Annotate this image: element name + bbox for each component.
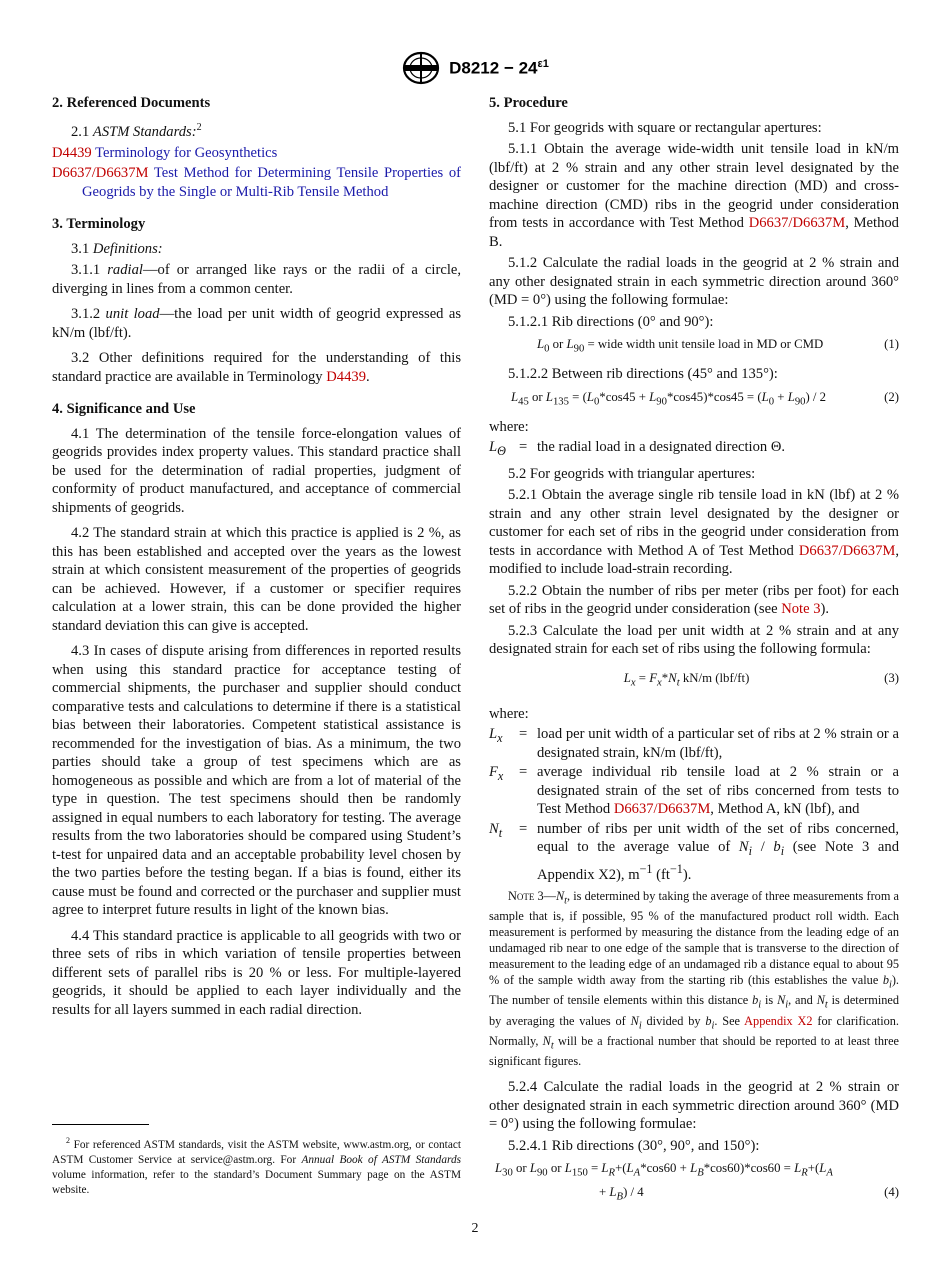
link-appendix-x2[interactable]: Appendix X2 xyxy=(744,1013,813,1028)
para-3-1-1: 3.1.1 radial—of or arranged like rays or the radii of a circle, diverging in lines from a common center. xyxy=(52,262,462,297)
para-5-1-1: 5.1.1 Obtain the average wide-width unit tensile load in kN/m (lbf/ft) at 2 % strain and any other strain level designated by the designer or customer for the machine direction (MD) and cross-machine direction (CMD) ribs in the geogrid under consideration from tests in accordance with Test Method D6637/D6637M, Method B. xyxy=(489,141,899,250)
para-5-2-3: 5.2.3 Calculate the load per unit width at 2 % strain and at any designated strain for each set of ribs using the following formula: xyxy=(489,622,899,657)
para-5-2: 5.2 For geogrids with triangular apertures: xyxy=(508,465,756,482)
para-4-4: 4.4 This standard practice is applicable to all geogrids with two or three sets of ribs in which variation of tensile properties between different sets of parallel ribs is 20 % or less. For multiple-layered geogrids, it should be applied to each layer individually and the results for all layers summed in each radial direction. xyxy=(52,927,461,1018)
para-5-2-4-1: 5.2.4.1 Rib directions (30°, 90°, and 150°): xyxy=(508,1137,760,1154)
footnote-2: $^2$ For referenced ASTM standards, visit the ASTM website, www.astm.org, or contact ASTM Customer Service at service@astm.org. For Annual Book of ASTM Standards volume information, refer to the standard’s Document Summary page on the ASTM website. xyxy=(52,1136,462,1197)
equation-1: $L_0$ or $L_{90}$ = wide width unit tensile load in MD or CMD (1) xyxy=(537,337,899,355)
section-4-heading: 4. Significance and Use xyxy=(52,401,196,418)
page-header xyxy=(0,48,950,88)
para-5-2-1: 5.2.1 Obtain the average single rib tensile load in kN (lbf) at 2 % strain and any other strain level designated by the designer or customer for each set of ribs in the geogrid under consideration from tests in accordance with Method A of Test Method D6637/D6637M, modified to include load-strain recording. xyxy=(489,487,899,577)
section-5-heading: 5. Procedure xyxy=(489,95,568,111)
where-label-2: where: xyxy=(489,705,529,722)
para-5-1-2: 5.1.2 Calculate the radial loads in the geogrid at 2 % strain and any other designated strain in each symmetric direction around 360° (MD = 0°) using the following formulae: xyxy=(489,255,899,308)
right-column xyxy=(489,92,899,1207)
left-column xyxy=(52,92,461,1022)
ref-d6637[interactable]: D6637/D6637M Test Method for Determining Tensile Properties of Geogrids by the Single or Multi-Rib Tensile Method xyxy=(52,165,461,200)
footnote-rule xyxy=(52,1124,149,1125)
equation-3: $L_x = F_x*N_t$ kN/m (lbf/ft) (3) xyxy=(623,670,899,689)
link-d6637-b[interactable]: D6637/D6637M xyxy=(798,542,896,559)
para-5-2-2: 5.2.2 Obtain the number of ribs per meter (ribs per foot) for each set of ribs in the geogrid under consideration (see Note 3). xyxy=(489,582,899,617)
para-5-1-2-2: 5.1.2.2 Between rib directions (45° and 135°): xyxy=(508,366,778,383)
para-4-1: 4.1 The determination of the tensile force-elongation values of geogrids provides index property values. This standard practice shall be used for the determination of radial properties, judgment of conformity of product manufactured, and acceptance of commercial shipments of geogrids. xyxy=(52,425,461,516)
para-5-1: 5.1 For geogrids with square or rectangular apertures: xyxy=(508,119,822,136)
para-5-2-4: 5.2.4 Calculate the radial loads in the geogrid at 2 % strain or other designated strain in each symmetric direction around 360° (MD = 0°) using the following formulae: xyxy=(489,1079,899,1133)
section-2-heading: 2. Referenced Documents xyxy=(52,95,211,111)
equation-4: $L_{30}$ or $L_{90}$ or $L_{150} = L_R+(L_A*\cos 60 + L_B*\cos 60)*\cos 60 = L_R+(L_A$ + $L_B) / 4$ (4) xyxy=(495,1161,899,1203)
para-5-1-2-1: 5.1.2.1 Rib directions (0° and 90°): xyxy=(508,313,714,330)
link-note-3[interactable]: Note 3 xyxy=(781,601,821,617)
page-number: 2 xyxy=(471,1221,479,1236)
para-2-1: 2.1 ASTM Standards:$^2$ xyxy=(71,121,202,140)
astm-logo-icon xyxy=(401,50,441,86)
ref-d4439[interactable]: D4439 Terminology for Geosynthetics xyxy=(52,144,278,161)
definition-lx: $L_x$ = load per unit width of a particular set of ribs at 2 % strain or a designated strain, kN/m (lbf/ft), xyxy=(489,726,899,761)
link-d6637-a[interactable]: D6637/D6637M xyxy=(748,215,846,231)
para-3-1: 3.1 Definitions: xyxy=(71,240,163,257)
para-3-1-2: 3.1.2 unit load—the load per unit width of geogrid expressed as kN/m (lbf/ft). xyxy=(52,306,461,341)
designation: $D8212 - 24^{\varepsilon 1}$ xyxy=(449,57,549,78)
equation-2: $L_{45}$ or $L_{135} = (L_0*\cos 45 + L_{90}*\cos 45)*\cos 45 = (L_0 + L_{90}) / 2$ (2) xyxy=(511,389,899,408)
definition-l-theta: $L_\Theta$ = the radial load in a designated direction Θ. xyxy=(489,439,786,458)
section-3-heading: 3. Terminology xyxy=(52,216,146,233)
para-3-2: 3.2 Other definitions required for the understanding of this standard practice are available in Terminology D4439. xyxy=(52,350,461,385)
link-d6637-c[interactable]: D6637/D6637M xyxy=(613,801,711,818)
note-3: Note $3—N_t$, is determined by taking the average of three measurements from a sample that is, if possible, 95 % of the manufactured product roll width. Each measurement is performed by measuring the distance from the leading edge of an undamaged rib near to one edge of the sample that is transverse to the direction of measurement to the leading edge of an undamaged rib a distance equal to about 95 % of the sample width away from the starting rib (this establishes the value $b_i$). The number of tensile elements within this distance $b_i$ is $N_i$, and $N_t$ is determined by averaging the values of $N_i$ divided by $b_i$. See Appendix X2 for clarification. Normally, $N_t$ will be a fractional number that should be reported to at least three significant figures. xyxy=(489,888,900,1069)
link-d4439[interactable]: D4439 xyxy=(326,368,366,385)
para-4-3: 4.3 In cases of dispute arising from differences in reported results when using this standard practice for acceptance testing of commercial shipments, the purchaser and supplier should conduct comparative tests and calculations to determine if there is a statistical bias between their laboratories. Competent statistical assistance is recommended for the investigation of bias. As a minimum, the two parties should take a group of test specimens which are as homogeneous as possible and which are from a lot of material of the type in question. The test specimens should then be randomly assigned in equal numbers to each laboratory for testing. The average results from the two laboratories should be compared using Student’s t-test for unpaired data and an acceptable probability level chosen by the two parties before the testing began. If a bias is found, either its cause must be found and corrected or the purchaser and supplier must agree to interpret future results in light of the known bias. xyxy=(52,643,461,919)
para-4-2: 4.2 The standard strain at which this practice is applied is 2 %, as this has been established and accepted over the years as the lowest strain at which consistent measurement of the properties of geogrids can be achieved. However, if a customer or specifier requires calculation at a lower strain, this can be done provided the higher standard deviation this can give is accepted. xyxy=(52,525,461,634)
definition-fx: $F_x$ = average individual rib tensile load at 2 % strain or a designated strain of the set of ribs concerned from tests to Test Method D6637/D6637M, Method A, kN (lbf), and xyxy=(489,764,899,818)
where-label-1: where: xyxy=(489,418,529,435)
definition-nt: $N_t$ = number of ribs per unit width of the set of ribs concerned, equal to the average value of $N_i / b_i$ (see Note 3 and Appendix X2), $m^{-1}$ $(ft^{-1})$. xyxy=(489,820,899,884)
